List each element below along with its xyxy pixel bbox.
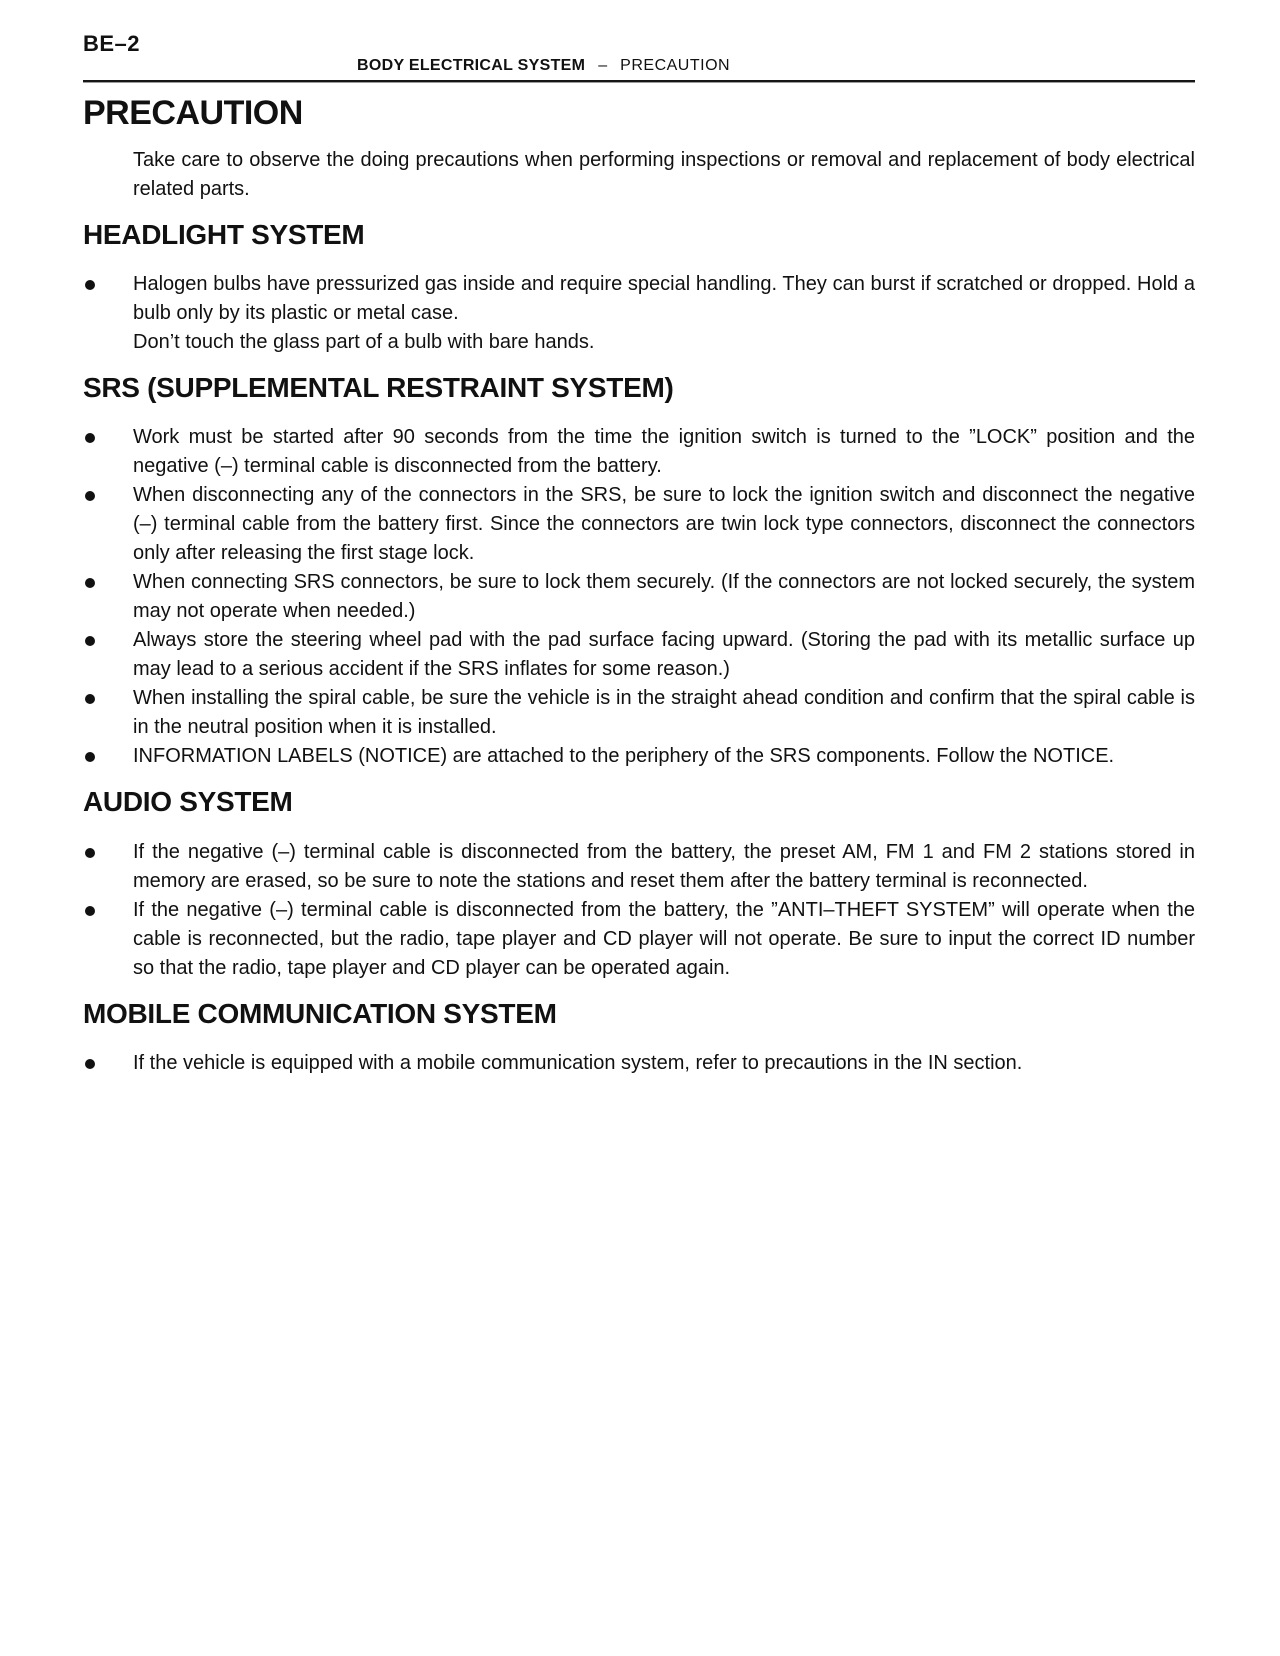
bullet-icon <box>83 1049 133 1078</box>
section-heading: HEADLIGHT SYSTEM <box>83 219 365 251</box>
bullet-text <box>133 838 1195 896</box>
bullet-list <box>83 270 1195 357</box>
bullet-list <box>83 1049 1195 1078</box>
bullet-item <box>83 684 1195 742</box>
bullet-icon <box>83 423 133 452</box>
section-heading: SRS (SUPPLEMENTAL RESTRAINT SYSTEM) <box>83 372 674 404</box>
bullet-icon <box>83 481 133 510</box>
section <box>83 786 1195 982</box>
bullet-paragraph: When connecting SRS connectors, be sure to lock them securely. (If the connectors are not locked securely, the system may not operate when needed.) <box>133 571 1195 623</box>
bullet-paragraph: Don’t touch the glass part of a bulb with bare hands. <box>133 331 595 354</box>
bullet-item <box>83 896 1195 983</box>
bullet-list <box>83 838 1195 983</box>
bullet-text <box>133 626 1195 684</box>
bullet-item <box>83 270 1195 357</box>
bullet-icon <box>83 626 133 655</box>
section-heading: MOBILE COMMUNICATION SYSTEM <box>83 997 557 1029</box>
section-heading: AUDIO SYSTEM <box>83 786 293 818</box>
bullet-paragraph: Halogen bulbs have pressurized gas inside and require special handling. They can burst if scratched or dropped. Hold a bulb only by its plastic or metal case. <box>133 273 1195 325</box>
bullet-item <box>83 626 1195 684</box>
bullet-item <box>83 481 1195 568</box>
bullet-paragraph: If the vehicle is equipped with a mobile communication system, refer to precautions in the IN section. <box>133 1051 1023 1074</box>
breadcrumb-current: PRECAUTION <box>620 57 731 74</box>
page-number: BE–2 <box>83 31 141 56</box>
bullet-item <box>83 568 1195 626</box>
page-title: PRECAUTION <box>83 94 303 133</box>
bullet-item <box>83 1049 1195 1078</box>
bullet-item <box>83 742 1195 771</box>
bullet-icon <box>83 838 133 867</box>
bullet-text <box>133 481 1195 568</box>
bullet-item <box>83 423 1195 481</box>
bullet-text <box>133 684 1195 742</box>
bullet-icon <box>83 684 133 713</box>
bullet-text <box>133 742 1195 771</box>
bullet-item <box>83 838 1195 896</box>
bullet-text <box>133 896 1195 983</box>
sections-container <box>83 219 1195 1078</box>
bullet-icon <box>83 896 133 925</box>
section <box>83 219 1195 357</box>
bullet-list <box>83 423 1195 771</box>
bullet-text <box>133 270 1195 357</box>
bullet-paragraph: If the negative (–) terminal cable is disconnected from the battery, the ”ANTI–THEFT SYSTEM” will operate when the cable is reconnected, but the radio, tape player and CD player will not operate. Be sure to input the correct ID number so that the radio, tape player and CD player can be operated again. <box>133 898 1195 979</box>
bullet-text <box>133 568 1195 626</box>
bullet-paragraph: Work must be started after 90 seconds from the time the ignition switch is turned to the ”LOCK” position and the negative (–) terminal cable is disconnected from the battery. <box>133 426 1195 478</box>
bullet-paragraph: When installing the spiral cable, be sure the vehicle is in the straight ahead condition and confirm that the spiral cable is in the neutral position when it is installed. <box>133 687 1195 739</box>
bullet-icon <box>83 568 133 597</box>
bullet-icon <box>83 270 133 299</box>
bullet-text <box>133 423 1195 481</box>
bullet-paragraph: Always store the steering wheel pad with the pad surface facing upward. (Storing the pad with its metallic surface up may lead to a serious accident if the SRS inflates for some reason.) <box>133 629 1195 681</box>
section <box>83 372 1195 771</box>
breadcrumb <box>83 57 1195 75</box>
bullet-paragraph: When disconnecting any of the connectors in the SRS, be sure to lock the ignition switch and disconnect the negative (–) terminal cable from the battery first. Since the connectors are twin lock type connectors, disconnect the connectors only after releasing the first stage lock. <box>133 484 1195 565</box>
bullet-paragraph: If the negative (–) terminal cable is disconnected from the battery, the preset AM, FM 1 and FM 2 stations stored in memory are erased, so be sure to note the stations and reset them after the battery terminal is reconnected. <box>133 840 1195 892</box>
section <box>83 998 1195 1078</box>
bullet-text <box>133 1049 1195 1078</box>
breadcrumb-separator: – <box>598 57 608 74</box>
page-header <box>83 33 1195 83</box>
bullet-paragraph: INFORMATION LABELS (NOTICE) are attached to the periphery of the SRS components. Follow the NOTICE. <box>133 745 1115 768</box>
breadcrumb-section: BODY ELECTRICAL SYSTEM <box>357 57 586 74</box>
bullet-icon <box>83 742 133 771</box>
intro-paragraph: Take care to observe the doing precautions when performing inspections or removal and replacement of body electrical related parts. <box>133 149 1195 201</box>
header-rule <box>83 80 1195 83</box>
